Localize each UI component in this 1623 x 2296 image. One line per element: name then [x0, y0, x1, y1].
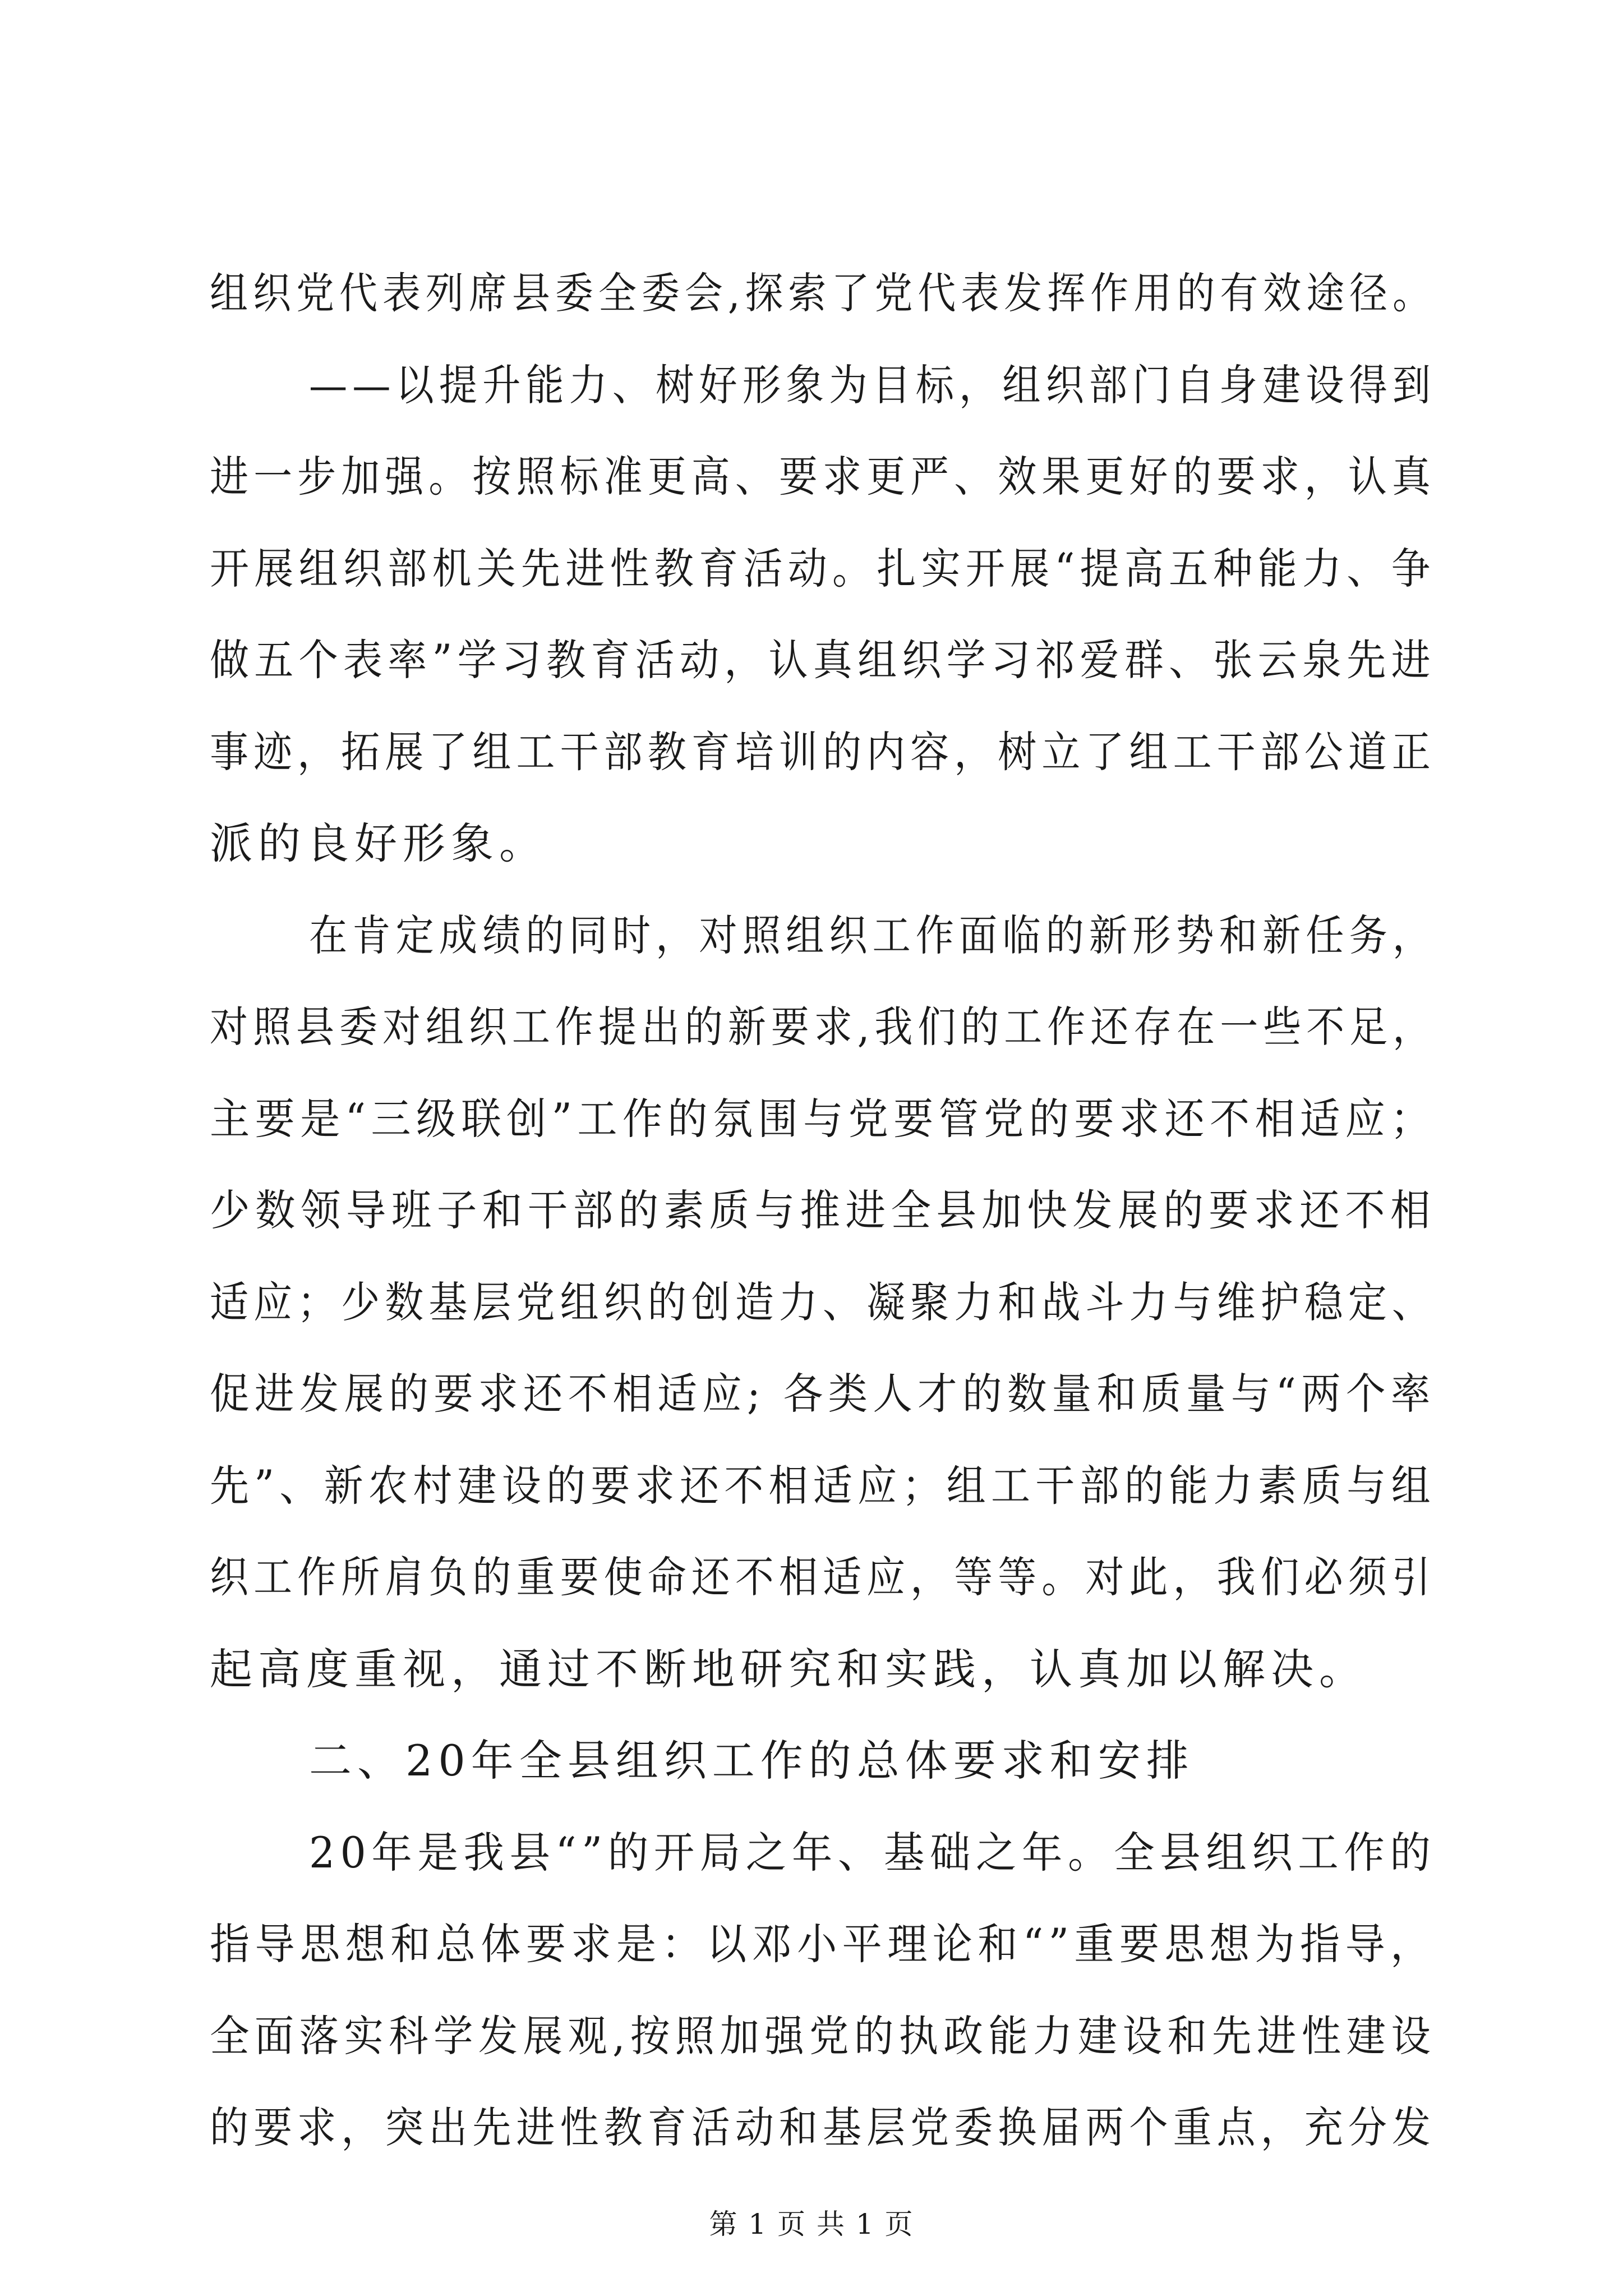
text-line-9: 对照县委对组织工作提出的新要求,我们的工作还存在一些不足， [210, 1002, 1436, 1052]
text-line-2: ——以提升能力、树好形象为目标，组织部门自身建设得到 [309, 360, 1436, 410]
text-line-15: 织工作所肩负的重要使命还不相适应，等等。对此，我们必须引 [210, 1552, 1436, 1602]
text-line-8: 在肯定成绩的同时，对照组织工作面临的新形势和新任务， [309, 910, 1436, 960]
text-line-10: 主要是“三级联创”工作的氛围与党要管党的要求还不相适应； [210, 1094, 1436, 1144]
text-line-16: 起高度重视，通过不断地研究和实践，认真加以解决。 [210, 1644, 1367, 1694]
text-line-18: 20年是我县“”的开局之年、基础之年。全县组织工作的 [309, 1828, 1436, 1878]
page-footer: 第 1 页 共 1 页 [709, 2208, 914, 2240]
text-line-19: 指导思想和总体要求是：以邓小平理论和“”重要思想为指导， [210, 1919, 1436, 1969]
text-line-3: 进一步加强。按照标准更高、要求更严、效果更好的要求，认真 [210, 452, 1436, 501]
text-line-14: 先”、新农村建设的要求还不相适应；组工干部的能力素质与组 [210, 1461, 1436, 1511]
section-heading: 二、20年全县组织工作的总体要求和安排 [309, 1736, 1195, 1786]
text-line-13: 促进发展的要求还不相适应; 各类人才的数量和质量与“两个率 [210, 1369, 1436, 1419]
text-line-5: 做五个表率”学习教育活动，认真组织学习祁爱群、张云泉先进 [210, 635, 1436, 685]
text-line-1: 组织党代表列席县委全委会,探索了党代表发挥作用的有效途径。 [210, 268, 1436, 318]
text-line-12: 适应；少数基层党组织的创造力、凝聚力和战斗力与维护稳定、 [210, 1277, 1436, 1327]
text-line-11: 少数领导班子和干部的素质与推进全县加快发展的要求还不相 [210, 1185, 1436, 1235]
text-line-4: 开展组织部机关先进性教育活动。扎实开展“提高五种能力、争 [210, 544, 1436, 593]
text-line-7: 派的良好形象。 [210, 818, 547, 868]
text-line-20: 全面落实科学发展观,按照加强党的执政能力建设和先进性建设 [210, 2011, 1436, 2061]
text-line-21: 的要求，突出先进性教育活动和基层党委换届两个重点，充分发 [210, 2102, 1436, 2152]
text-line-6: 事迹，拓展了组工干部教育培训的内容，树立了组工干部公道正 [210, 727, 1436, 777]
